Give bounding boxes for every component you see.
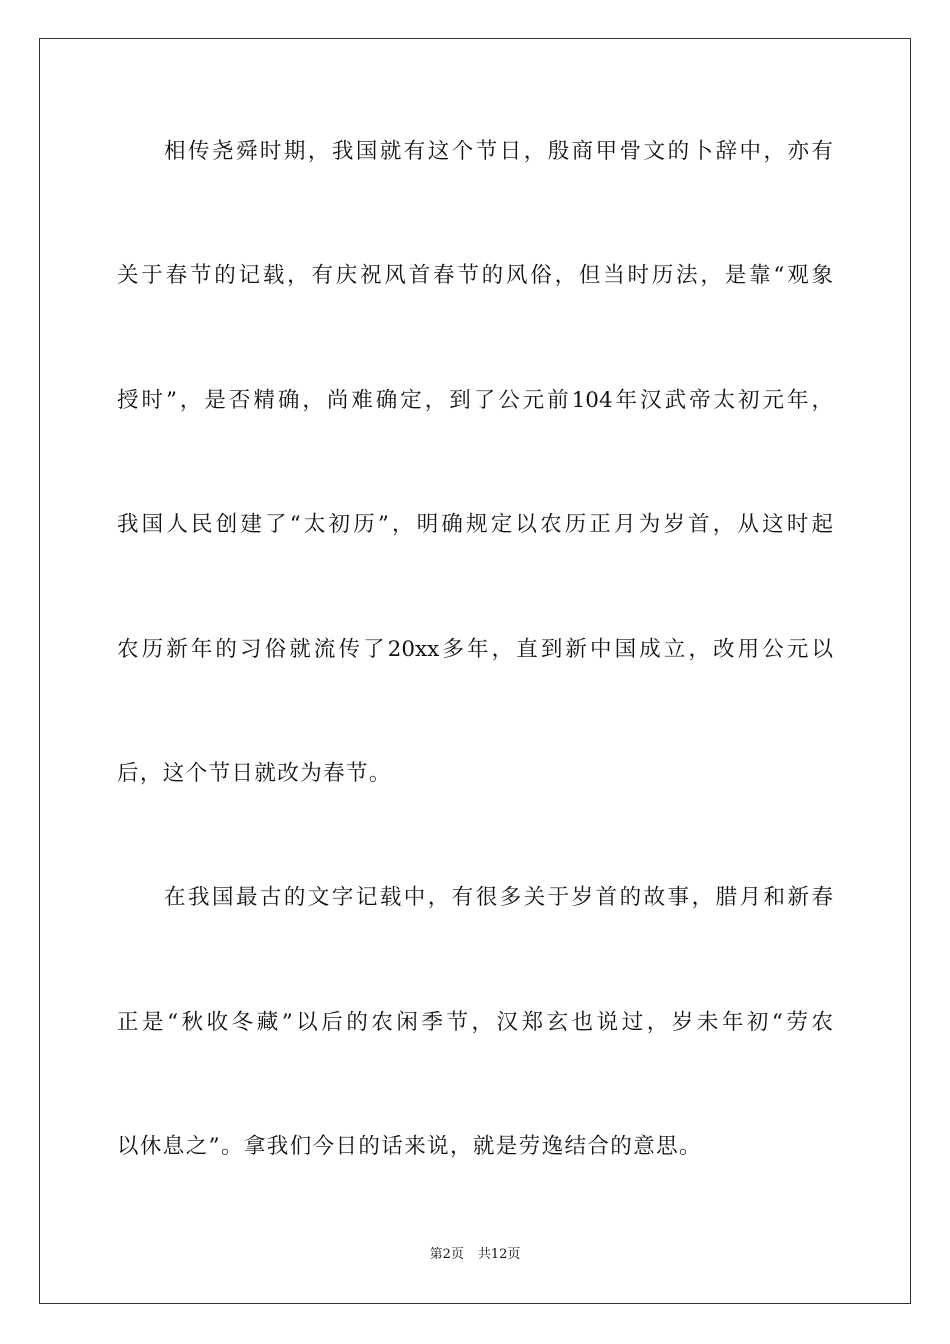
- paragraph-1-line-2: 关于春节的记载，有庆祝风首春节的风俗，但当时历法，是靠“观象: [117, 263, 833, 288]
- page-footer: [0, 1247, 950, 1263]
- paragraph-2-line-2: 正是“秋收冬藏”以后的农闲季节，汉郑玄也说过，岁未年初“劳农: [117, 1010, 833, 1035]
- paragraph-1-line-3: 授时”，是否精确，尚难确定，到了公元前104年汉武帝太初元年，: [117, 388, 833, 413]
- page-number: 第2页: [429, 1247, 464, 1262]
- page-total: 共12页: [477, 1247, 521, 1262]
- paragraph-2-line-1: 在我国最古的文字记载中，有很多关于岁首的故事，腊月和新春: [164, 885, 833, 910]
- page-frame: [39, 38, 911, 1304]
- paragraph-1-line-1: 相传尧舜时期，我国就有这个节日，殷商甲骨文的卜辞中，亦有: [164, 139, 833, 164]
- paragraph-1-line-4: 我国人民创建了“太初历”，明确规定以农历正月为岁首，从这时起: [117, 512, 833, 537]
- paragraph-2-line-3: 以休息之”。拿我们今日的话来说，就是劳逸结合的意思。: [117, 1134, 702, 1159]
- paragraph-1-line-6: 后，这个节日就改为春节。: [117, 761, 392, 786]
- paragraph-1-line-5: 农历新年的习俗就流传了20xx多年，直到新中国成立，改用公元以: [117, 637, 833, 662]
